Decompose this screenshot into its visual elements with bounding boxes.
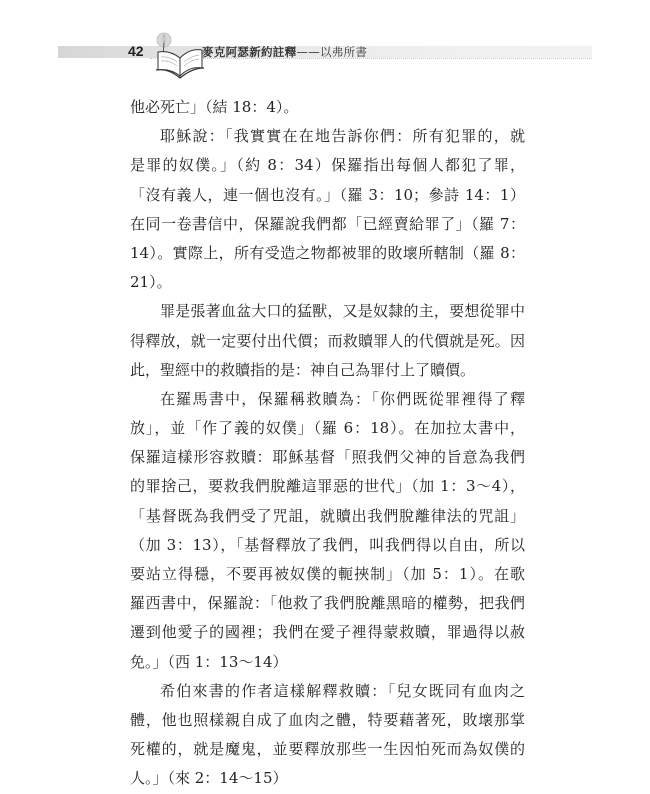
text-line: （加 3：13），「基督釋放了我們，叫我們得以自由，所以 <box>130 535 525 554</box>
text-line: 保羅這樣形容救贖：耶穌基督「照我們父神的旨意為我們 <box>130 448 525 467</box>
body-text <box>130 93 525 794</box>
open-book-icon <box>150 30 210 80</box>
text-line: 「沒有義人，連一個也沒有。」（羅 3：10；參詩 14：1） <box>130 185 525 204</box>
book-subtitle: 以弗所書 <box>320 45 368 59</box>
title-separator: —— <box>296 45 321 59</box>
text-line: 希伯來書的作者這樣解釋救贖：「兒女既同有血肉之 <box>160 681 525 700</box>
text-line: 放」，並「作了義的奴僕」（羅 6：18）。在加拉太書中， <box>130 419 525 438</box>
page-number: 42 <box>128 43 144 59</box>
text-line: 的罪捨己，要救我們脫離這罪惡的世代」（加 1：3～4）， <box>130 477 525 496</box>
running-title <box>202 44 367 60</box>
text-line: 在同一卷書信中，保羅說我們都「已經賣給罪了」（羅 7： <box>130 214 525 233</box>
text-line: 要站立得穩，不要再被奴僕的軛挾制」（加 5：1）。在歌 <box>130 565 525 583</box>
text-line: 在羅馬書中，保羅稱救贖為：「你們既從罪裡得了釋 <box>160 389 525 408</box>
text-line: 罪是張著血盆大口的猛獸，又是奴隸的主，要想從罪中 <box>160 302 525 321</box>
text-line: 人。」（來 2：14～15） <box>130 769 288 788</box>
text-line: 他必死亡」（結 18：4）。 <box>130 98 299 116</box>
text-line: 14）。實際上，所有受造之物都被罪的敗壞所轄制（羅 8： <box>130 243 525 262</box>
text-line: 羅西書中，保羅說：「他救了我們脫離黑暗的權勢，把我們 <box>130 594 525 613</box>
text-line: 體，他也照樣親自成了血肉之體，特要藉著死，敗壞那掌 <box>130 710 525 729</box>
text-line: 是罪的奴僕。」（約 8：34）保羅指出每個人都犯了罪， <box>130 156 525 175</box>
text-line: 耶穌說：「我實實在在地告訴你們：所有犯罪的，就 <box>160 127 525 146</box>
text-line: 「基督既為我們受了咒詛，就贖出我們脫離律法的咒詛」 <box>130 506 525 525</box>
text-line: 死權的，就是魔鬼，並要釋放那些一生因怕死而為奴僕的 <box>130 740 525 759</box>
book-title: 麥克阿瑟新約註釋 <box>202 45 297 59</box>
text-line: 得釋放，就一定要付出代價；而救贖罪人的代價就是死。因 <box>130 331 525 350</box>
text-line: 此，聖經中的救贖指的是：神自己為罪付上了贖價。 <box>130 360 476 379</box>
text-line: 遷到他愛子的國裡；我們在愛子裡得蒙救贖，罪過得以赦 <box>130 623 525 642</box>
text-line: 21）。 <box>130 273 172 292</box>
text-line: 免。」（西 1：13～14） <box>130 652 288 671</box>
